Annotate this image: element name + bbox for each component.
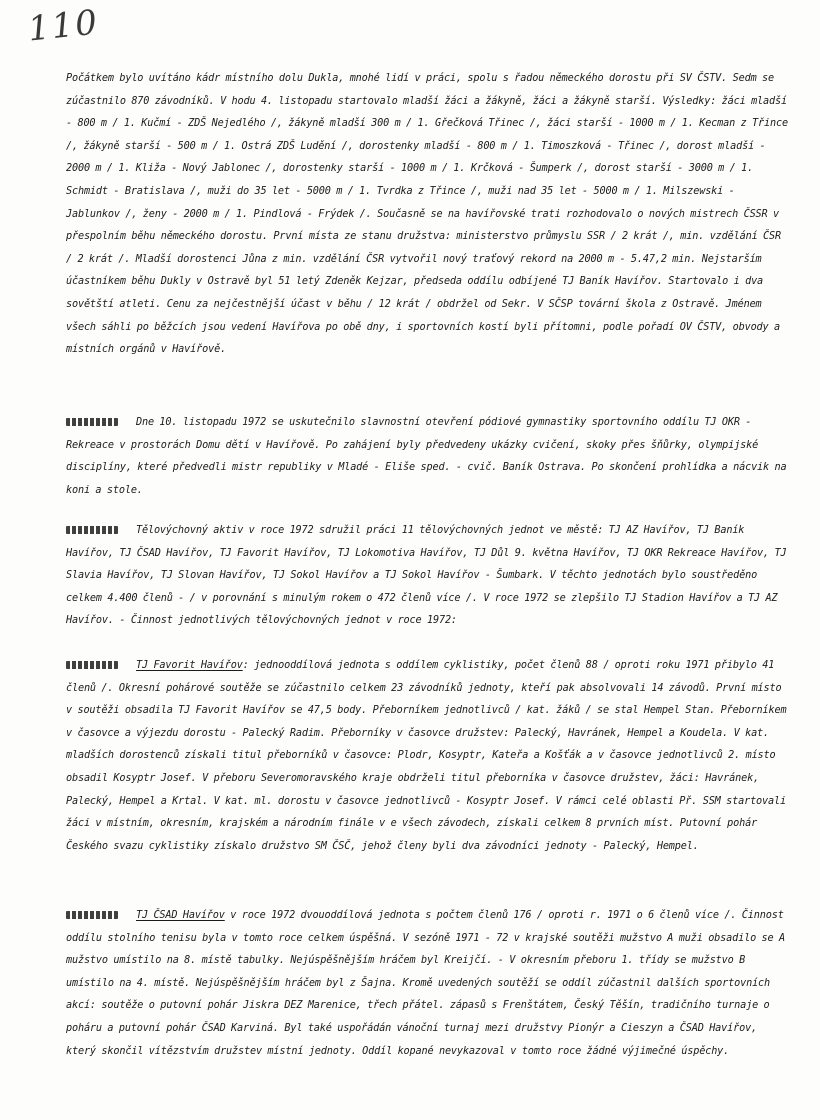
paragraph-text: : jednooddílová jednota s oddílem cyklistiky, počet členů 88 / oproti roku 1971 přibylo 41 členů /. Okresní pohárové soutěže se zúčastnilo celkem 23 závodníků jednoty, kteří pak absolvovali 14 závodů. První místo v soutěži obsadila TJ Favorit Havířov se 47,5 body. Přeborníkem jednotlivců / kat. žáků / se stal Hempel Stan. Přeborníkem v časovce a výjezdu dorostu - Palecký Radim. Přeborníky v časovce družstev: Palecký, Havránek, Hempel a Koudela. V kat. mladších dorostenců získali titul přeborníků v časovce: Plodr, Kosyptr, Kateřa a Košťák a v časovce jednotlivců 2. místo obsadil Kosyptr Josef. V přeboru Severomoravského kraje obdrželi titul přeborníka v časovce družstev, žáci: Havránek, Palecký, Hempel a Krtal. V kat. ml. dorostu v časovce jednotlivců - Kosyptr Josef. V rámci celé oblasti Př. SSM startovali žáci v místním, okresním, krajském a národním finále v e všech závodech, získali celkem 8 prvních míst. Putovní pohár Českého svazu cyklistiky získalo družstvo SM ČSČ, jehož členy byli dva závodníci jednoty - Palecký, Hempel. [66,660,787,852]
paragraph-text: Dne 10. listopadu 1972 se uskutečnilo slavnostní otevření pódiové gymnastiky sportovního oddílu TJ OKR - Rekreace v prostorách Domu dětí v Havířově. Po zahájení byly předvedeny ukázky cvičení, skoky přes šňůrky, olympijské disciplíny, které předvedli mistr republiky v Mladé - Eliše sped. - cvič. Baník Ostrava. Po skončení prohlídka a nácvik na koni a stole. [66,417,787,496]
paragraph-tv-units [66,520,790,633]
section-title: TJ ČSAD Havířov [136,910,225,921]
paragraph-favorit [66,655,790,858]
section-marker-icon [66,418,118,426]
section-marker-icon [66,661,118,669]
section-title: TJ Favorit Havířov [136,660,243,671]
paragraph-text: Tělovýchovný aktiv v roce 1972 sdružil práci 11 tělovýchovných jednot ve městě: TJ AZ Havířov, TJ Baník Havířov, TJ ČSAD Havířov, TJ Favorit Havířov, TJ Lokomotiva Havířov, TJ Důl 9. května Havířov, TJ OKR Rekreace Havířov, TJ Slavia Havířov, TJ Slovan Havířov, TJ Sokol Havířov a TJ Sokol Havířov - Šumbark. V těchto jednotách bylo soustředěno celkem 4.400 členů - / v porovnání s minulým rokem o 472 členů více /. V roce 1972 se zlepšilo TJ Stadion Havířov a TJ AZ Havířov. - Činnost jednotlivých tělovýchovných jednot v roce 1972: [66,525,787,627]
paragraph-gymnastics [66,412,790,502]
paragraph-intro [66,68,790,362]
section-marker-icon [66,911,118,919]
paragraph-text: Počátkem bylo uvítáno kádr místního dolu Dukla, mnohé lidí v práci, spolu s řadou německého dorostu při SV ČSTV. Sedm se zúčastnilo 870 závodníků. V hodu 4. listopadu startovalo mladší žáci a žákyně, žáci a žákyně starší. Výsledky: žáci mladší - 800 m / 1. Kučmí - ZDŠ Nejedlého /, žákyně mladší 300 m / 1. Gřečková Třinec /, žáci starší - 1000 m / 1. Kecman z Třince /, žákyně starší - 500 m / 1. Ostrá ZDŠ Ludění /, dorostenky mladší - 800 m / 1. Timoszková - Třinec /, dorost mladší - 2000 m / 1. Kliža - Nový Jablonec /, dorostenky starší - 1000 m / 1. Krčková - Šumperk /, dorost starší - 3000 m / 1. Schmidt - Bratislava /, muži do 35 let - 5000 m / 1. Tvrdka z Třince /, muži nad 35 let - 5000 m / 1. Milszewski - Jablunkov /, ženy - 2000 m / 1. Pindlová - Frýdek /. Současně se na havířovské trati rozhodovalo o nových mistrech ČSSR v přespolním běhu německého dorostu. První místa ze stanu družstva: ministerstvo průmyslu SSR / 2 krát /, min. vzdělání ČSR / 2 krát /. Mladší dorostenci Jůna z min. vzdělání ČSR vytvořil nový traťový rekord na 2000 m - 5.47,2 min. Nejstarším účastníkem běhu Dukly v Ostravě byl 51 letý Zdeněk Kejzar, předseda oddílu odbíjené TJ Baník Havířov. Startovalo i dva sovětští atleti. Cenu za nejčestnější účast v běhu / 12 krát / obdržel od Sekr. V SČSP tovární škola z Ostravě. Jménem všech sáhli po běžcích jsou vedení Havířova po obě dny, i sportovních kostí byli přítomni, podle pořadí OV ČSTV, obvody a místních orgánů v Havířově. [66,73,788,356]
paragraph-csad [66,905,790,1063]
paragraph-text: v roce 1972 dvouoddílová jednota s počtem členů 176 / oproti r. 1971 o 6 členů více /. Činnost oddílu stolního tenisu byla v tomto roce celkem úspěšná. V sezóně 1971 - 72 v krajské soutěži mužstvo A muži obsadilo se A mužstvo umístilo na 8. místě tabulky. Nejúspěšnějším hráčem byl Kreijčí. - V okresním přeboru 1. třídy se mužstvo B umístilo na 4. místě. Nejúspěšnějším hráčem byl z Šajna. Kromě uvedených soutěží se oddíl zúčastnil dalších sportovních akcí: soutěže o putovní pohár Jiskra DEZ Marenice, třech přátel. zápasů s Frenštátem, Český Těšín, tradičního turnaje o poháru a putovní pohár ČSAD Karviná. Byl také uspořádán vánoční turnaj mezi družstvy Pionýr a Cieszyn a ČSAD Havířov, který skončil vítězstvím družstev místní jednoty. Oddíl kopané nevykazoval v tomto roce žádné výjimečné úspěchy. [66,910,785,1057]
section-marker-icon [66,526,118,534]
page-number: 110 [26,2,101,50]
